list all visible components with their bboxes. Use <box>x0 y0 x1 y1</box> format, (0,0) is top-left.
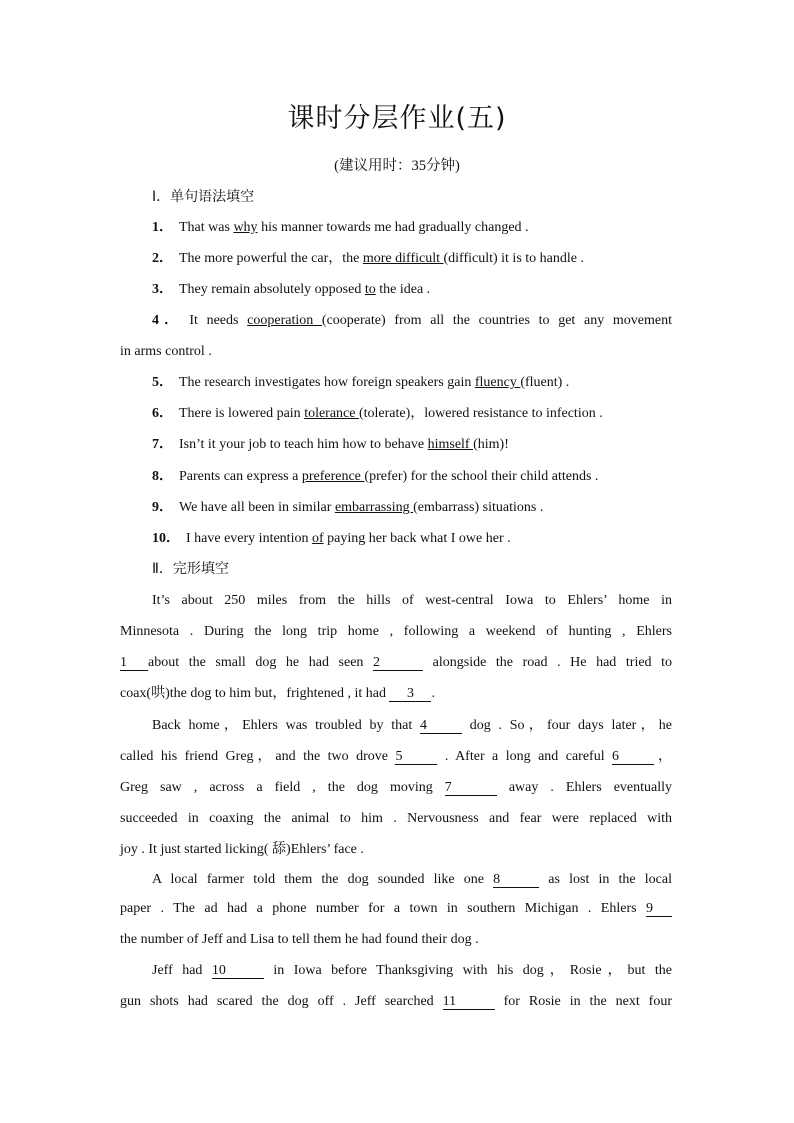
answer: to <box>364 282 376 297</box>
passage-line: It’s about 250 miles from the hills of west-central Iowa to Ehlers’ home in <box>152 593 672 608</box>
answer: embarrassing <box>334 500 414 515</box>
passage-line: 1 about the small dog he had seen 2 alongside the road . He had tried to <box>120 655 673 670</box>
passage-line: gun shots had scared the dog off . Jeff searched 11 for Rosie in the next four <box>120 994 672 1009</box>
answer: cooperation <box>247 313 322 328</box>
grammar-item: 9． We have all been in similar embarrassing (embarrass) situations . <box>152 500 544 515</box>
passage-line: called his friend Greg，and the two drove 5 . After a long and careful 6 ， <box>120 749 672 764</box>
blank-3: 3 <box>389 686 431 702</box>
suggested-time: (建议用时：35分钟) <box>334 158 460 174</box>
passage-line: Back home，Ehlers was troubled by that 4 dog . So，four days later，he <box>152 718 673 733</box>
grammar-item: 7． Isn’t it your job to teach him how to behave himself (him)! <box>152 437 509 452</box>
blank-7: 7 <box>445 780 497 796</box>
grammar-item-continuation: in arms control . <box>120 344 212 359</box>
blank-4: 4 <box>420 718 462 734</box>
grammar-item: 1． That was why his manner towards me had gradually changed . <box>152 220 529 235</box>
passage-line: Minnesota . During the long trip home , following a weekend of hunting , Ehlers <box>120 624 672 639</box>
grammar-item: 10． I have every intention of paying her back what I owe her . <box>152 531 511 546</box>
answer: tolerance <box>304 406 359 421</box>
answer: why <box>233 220 258 235</box>
passage-line: paper . The ad had a phone number for a town in southern Michigan . Ehlers 9 <box>120 900 672 918</box>
passage-line: joy . It just started licking( 舔)Ehlers’ face . <box>120 842 364 857</box>
blank-5: 5 <box>395 749 437 765</box>
passage-line: A local farmer told them the dog sounded like one 8 as lost in the local <box>152 872 673 887</box>
answer: himself <box>427 437 474 452</box>
blank-10: 10 <box>212 963 264 979</box>
blank-1: 1 <box>120 655 148 671</box>
grammar-item: 4． It needs cooperation (cooperate) from all the countries to get any movement <box>152 313 672 328</box>
blank-8: 8 <box>493 872 539 888</box>
grammar-item: 5． The research investigates how foreign speakers gain fluency (fluent) . <box>152 375 570 390</box>
answer: more difficult <box>362 251 444 266</box>
grammar-item: 8． Parents can express a preference (prefer) for the school their child attends . <box>152 469 599 484</box>
passage-line: coax(哄)the dog to him but，frightened , it had 3 . <box>120 686 435 701</box>
section-heading-grammar: Ⅰ．单句语法填空 <box>152 189 255 205</box>
blank-9: 9 <box>646 901 672 917</box>
grammar-item: 3． They remain absolutely opposed to the idea . <box>152 282 431 297</box>
answer: fluency <box>474 375 521 390</box>
answer: of <box>311 531 324 546</box>
passage-line: Greg saw , across a field , the dog moving 7 away . Ehlers eventually <box>120 780 673 795</box>
blank-2: 2 <box>373 655 423 671</box>
blank-6: 6 <box>612 749 654 765</box>
passage-line: Jeff had 10 in Iowa before Thanksgiving with his dog，Rosie，but the <box>152 963 672 978</box>
page-title: 课时分层作业(五) <box>287 103 507 134</box>
blank-11: 11 <box>443 994 495 1010</box>
grammar-item: 2． The more powerful the car，the more difficult (difficult) it is to handle . <box>152 251 584 266</box>
grammar-item: 6． There is lowered pain tolerance (tolerate)，lowered resistance to infection . <box>152 406 603 421</box>
passage-line: succeeded in coaxing the animal to him . Nervousness and fear were replaced with <box>120 811 672 826</box>
passage-line: the number of Jeff and Lisa to tell them he had found their dog . <box>120 932 479 947</box>
section-heading-cloze: Ⅱ．完形填空 <box>152 561 229 577</box>
answer: preference <box>301 469 365 484</box>
